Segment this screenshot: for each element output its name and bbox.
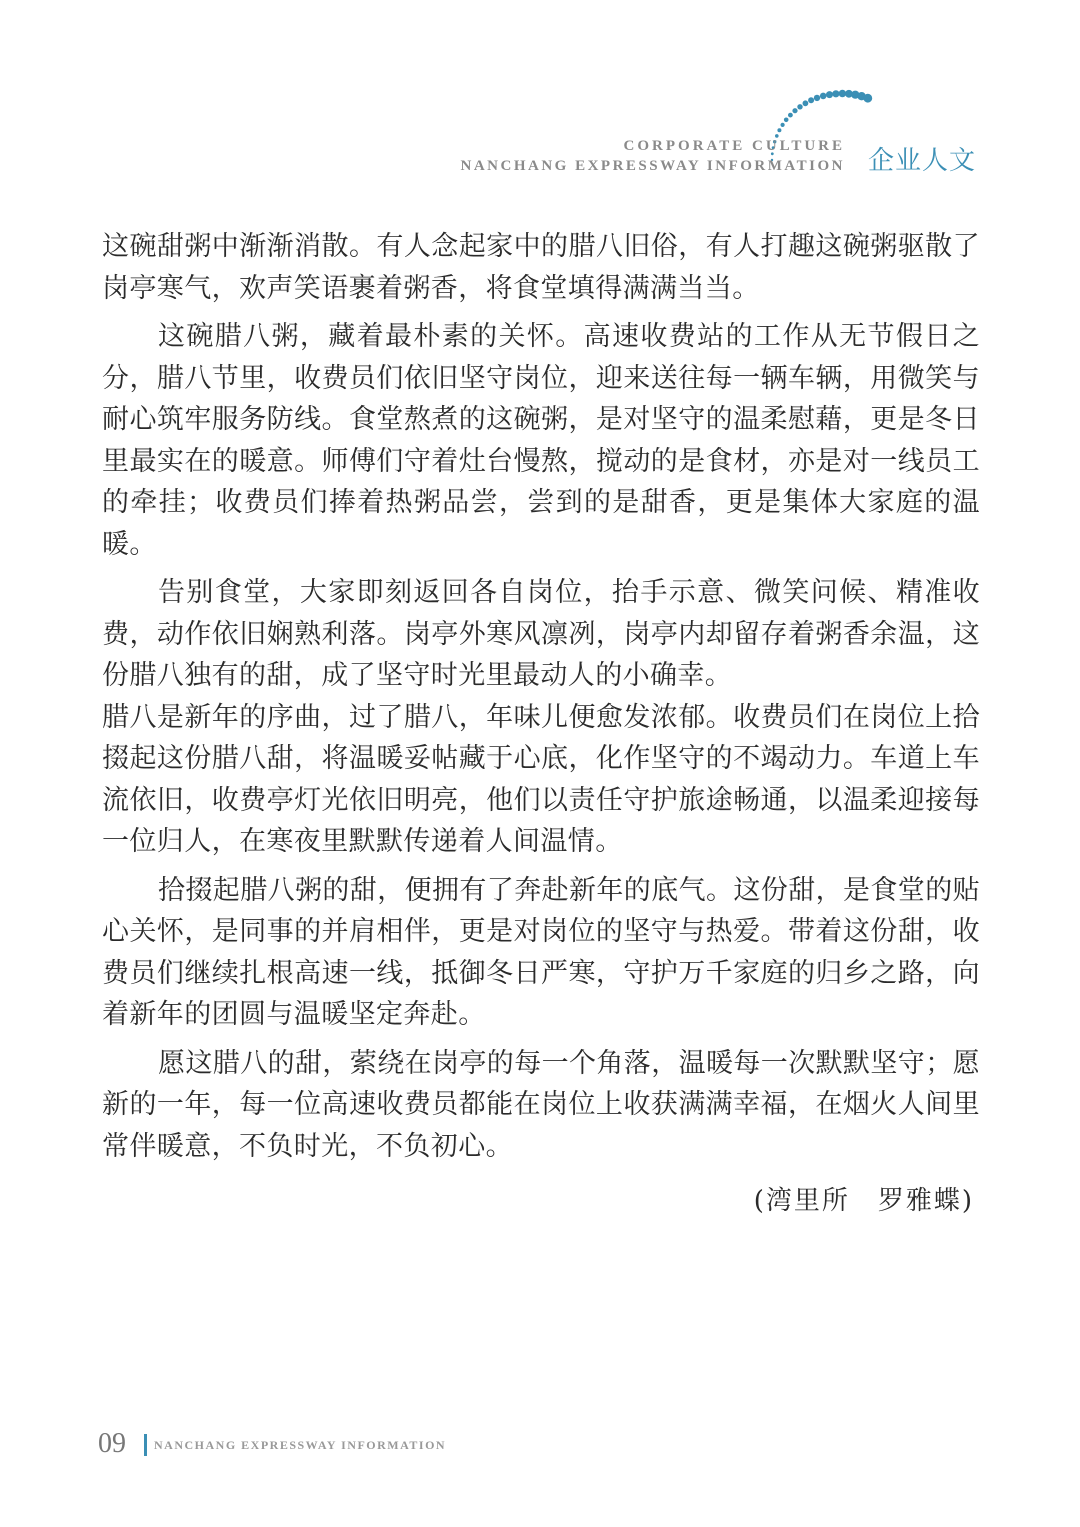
header-english-titles (461, 137, 845, 175)
footer-publication-name: NANCHANG EXPRESSWAY INFORMATION (154, 1438, 447, 1452)
arc-dot (803, 100, 809, 106)
author-signature: (湾里所 罗雅蝶) (753, 1186, 974, 1216)
arc-dot (781, 123, 785, 127)
page-number: 09 (98, 1428, 126, 1459)
header-corporate-culture: CORPORATE CULTURE (623, 138, 845, 154)
header-publication-name: NANCHANG EXPRESSWAY INFORMATION (460, 158, 845, 174)
footer-divider (144, 1434, 147, 1456)
section-title: 企业人文 (868, 146, 977, 176)
arc-dot (792, 108, 797, 113)
arc-dot (863, 94, 872, 103)
article-paragraph: 拾掇起腊八粥的甜，便拥有了奔赴新年的底气。这份甜，是食堂的贴心关怀，是同事的并肩相伴，更是对岗位的坚守与热爱。带着这份甜，收费员们继续扎根高速一线，抵御冬日严寒，守护万千家庭的归乡之路，向着新年的团圆与温暖坚定奔赴。 (102, 874, 980, 1030)
article-paragraph: 这碗甜粥中渐渐消散。有人念起家中的腊八旧俗，有人打趣这碗粥驱散了岗亭寒气，欢声笑语裹着粥香，将食堂填得满满当当。 (102, 231, 980, 304)
arc-dot (784, 118, 789, 123)
arc-dot (814, 95, 820, 101)
article-body (102, 226, 980, 1167)
arc-dot (777, 128, 781, 132)
arc-dot (832, 90, 839, 97)
arc-dot (788, 113, 793, 118)
article-paragraph: 告别食堂，大家即刻返回各自岗位，抬手示意、微笑问候、精准收费，动作依旧娴熟利落。岗亭外寒风凛冽，岗亭内却留存着粥香余温，这份腊八独有的甜，成了坚守时光里最动人的小确幸。 (102, 577, 980, 691)
arc-dot (808, 97, 814, 103)
article-paragraph: 愿这腊八的甜，萦绕在岗亭的每一个角落，温暖每一次默默坚守；愿新的一年，每一位高速收费员都能在岗位上收获满满幸福，在烟火人间里常伴暖意，不负时光，不负初心。 (102, 1047, 980, 1162)
article-paragraph: 这碗腊八粥，藏着最朴素的关怀。高速收费站的工作从无节假日之分，腊八节里，收费员们依旧坚守岗位，迎来送往每一辆车辆，用微笑与耐心筑牢服务防线。食堂熬煮的这碗粥，是对坚守的温柔慰藉，更是冬日里最实在的暖意。师傅们守着灶台慢熬，搅动的是食材，亦是对一线员工的牵挂；收费员们捧着热粥品尝，尝到的是甜香，更是集体大家庭的温暖。 (102, 321, 980, 560)
arc-dot (820, 93, 827, 100)
article-paragraph: 腊八是新年的序曲，过了腊八，年味儿便愈发浓郁。收费员们在岗位上拾掇起这份腊八甜，将温暖妥帖藏于心底，化作坚守的不竭动力。车道上车流依旧，收费亭灯光依旧明亮，他们以责任守护旅途畅通，以温柔迎接每一位归人，在寒夜里默默传递着人间温情。 (102, 701, 980, 857)
arc-dot (826, 91, 833, 98)
arc-dot (797, 104, 802, 109)
